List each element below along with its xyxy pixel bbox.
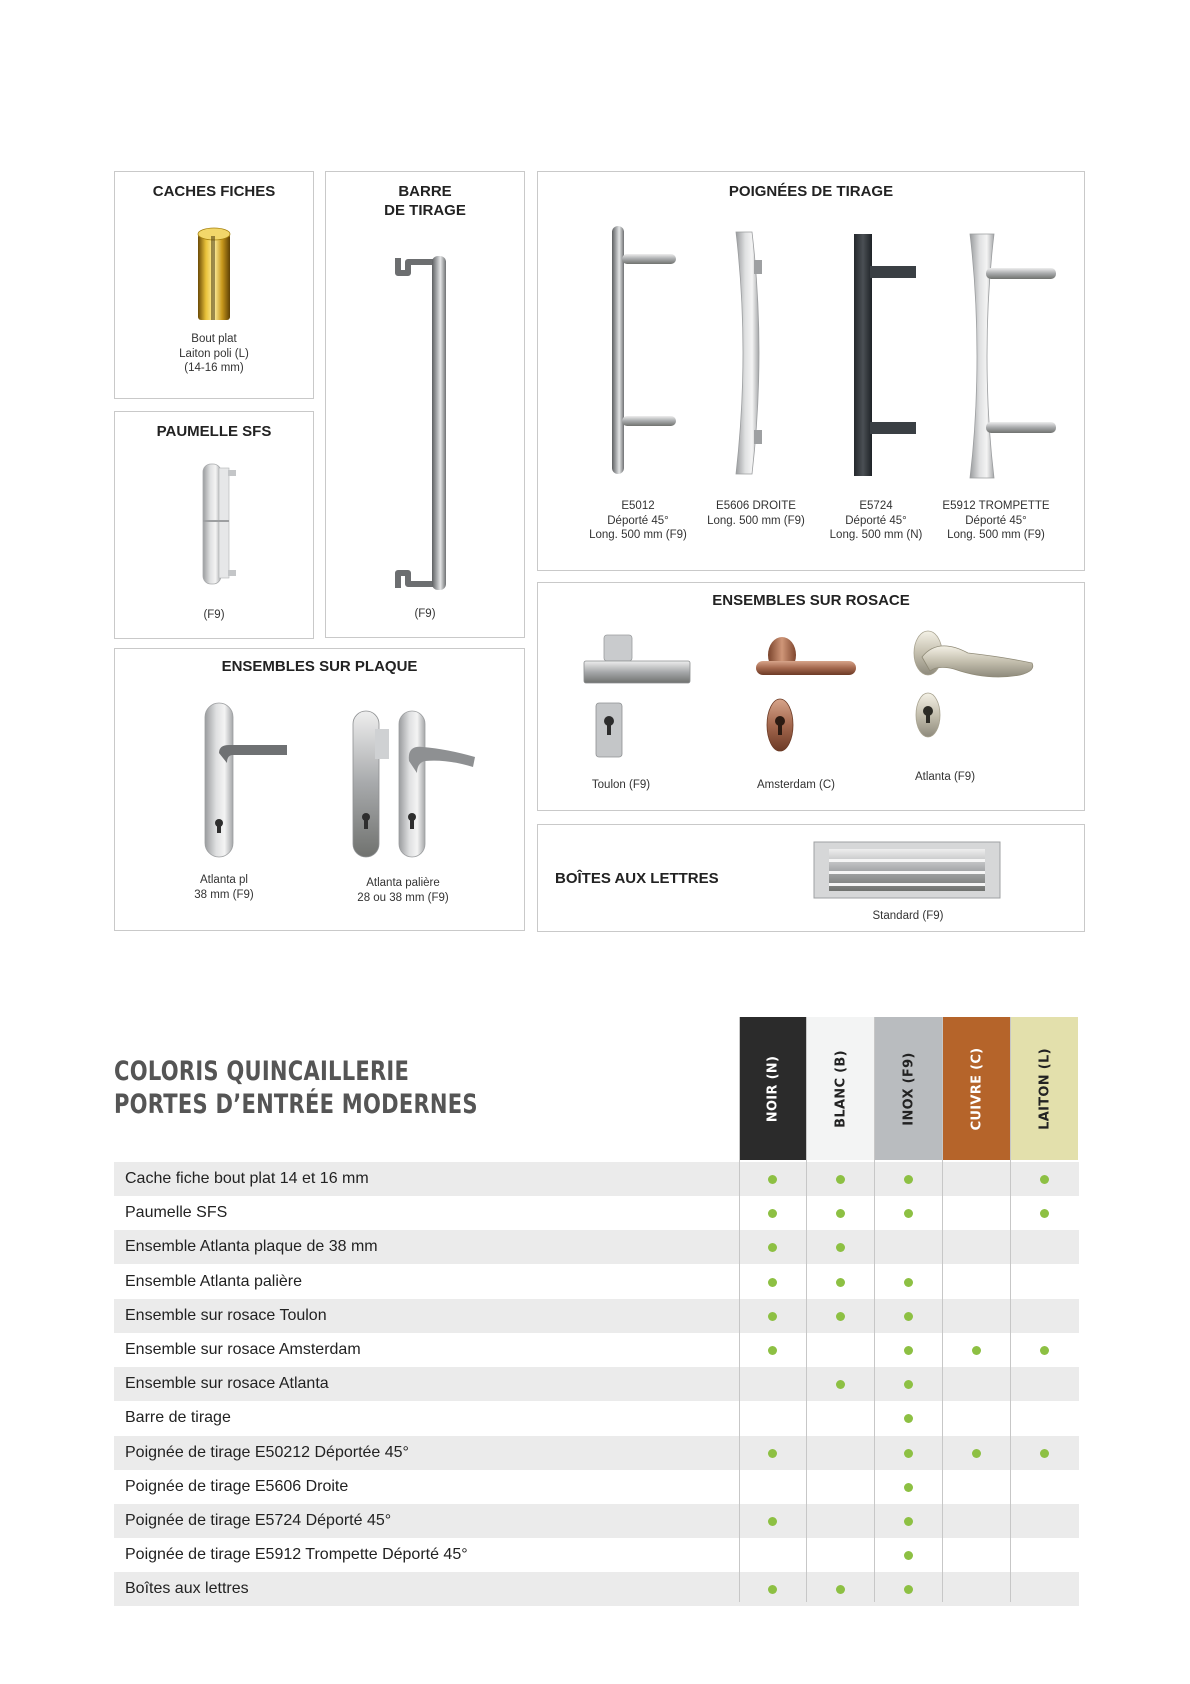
- table-cell: [807, 1504, 874, 1538]
- table-cell: [943, 1367, 1010, 1401]
- table-cell: [739, 1265, 806, 1299]
- plaque-atlanta-paliere-image: [351, 709, 481, 859]
- table-cell: [943, 1470, 1010, 1504]
- column-header-1: [739, 1017, 806, 1160]
- availability-dot-icon: [972, 1346, 981, 1355]
- table-cell: [943, 1333, 1010, 1367]
- table-cell: [875, 1401, 942, 1435]
- availability-dot-icon: [972, 1449, 981, 1458]
- column-divider: [874, 1017, 875, 1602]
- table-cell: [807, 1299, 874, 1333]
- plaque-title: ENSEMBLES SUR PLAQUE: [221, 658, 418, 675]
- table-row: [114, 1538, 1079, 1572]
- table-cell: [943, 1504, 1010, 1538]
- availability-dot-icon: [904, 1312, 913, 1321]
- column-header-label: LAITON (L): [1037, 1047, 1052, 1130]
- column-divider: [942, 1017, 943, 1602]
- table-cell: [807, 1333, 874, 1367]
- table-cell: [875, 1196, 942, 1230]
- table-cell: [739, 1162, 806, 1196]
- table-cell: [943, 1401, 1010, 1435]
- table-cell: [1011, 1504, 1078, 1538]
- column-header-label: INOX (F9): [901, 1051, 916, 1126]
- table-cell: [807, 1162, 874, 1196]
- poignee-e5606-image: [730, 230, 780, 478]
- table-cell: [807, 1572, 874, 1606]
- boites-title: BOÎTES AUX LETTRES: [555, 870, 719, 887]
- table-cell: [1011, 1265, 1078, 1299]
- table-row: [114, 1196, 1079, 1230]
- table-row: [114, 1162, 1079, 1196]
- row-label: Ensemble sur rosace Atlanta: [125, 1375, 329, 1393]
- table-cell: [943, 1162, 1010, 1196]
- table-cell: [875, 1333, 942, 1367]
- poignees-title: POIGNÉES DE TIRAGE: [728, 183, 894, 200]
- table-cell: [739, 1504, 806, 1538]
- column-divider: [1010, 1017, 1011, 1602]
- table-cell: [943, 1436, 1010, 1470]
- column-header-2: [807, 1017, 874, 1160]
- availability-dot-icon: [904, 1449, 913, 1458]
- poignee-e5912-caption: E5912 TROMPETTE Déporté 45° Long. 500 mm (F9): [942, 500, 1050, 541]
- table-cell: [1011, 1436, 1078, 1470]
- availability-dot-icon: [836, 1278, 845, 1287]
- column-header-4: [943, 1017, 1010, 1160]
- rosace-atlanta-image: [908, 627, 1038, 743]
- table-cell: [1011, 1196, 1078, 1230]
- availability-dot-icon: [836, 1175, 845, 1184]
- table-cell: [943, 1572, 1010, 1606]
- barre-tirage-caption: (F9): [414, 608, 436, 620]
- rosace-title: ENSEMBLES SUR ROSACE: [712, 592, 910, 609]
- table-cell: [807, 1367, 874, 1401]
- row-label: Ensemble sur rosace Amsterdam: [125, 1341, 361, 1358]
- table-cell: [739, 1299, 806, 1333]
- table-cell: [807, 1196, 874, 1230]
- availability-dot-icon: [836, 1312, 845, 1321]
- table-cell: [1011, 1299, 1078, 1333]
- availability-dot-icon: [1040, 1449, 1049, 1458]
- poignee-e5724-image: [850, 232, 920, 478]
- table-cell: [943, 1299, 1010, 1333]
- table-cell: [807, 1538, 874, 1572]
- poignee-e5012-caption: E5012 Déporté 45° Long. 500 mm (F9): [589, 500, 687, 541]
- availability-dot-icon: [904, 1380, 913, 1389]
- table-cell: [875, 1162, 942, 1196]
- column-divider: [806, 1017, 807, 1602]
- availability-dot-icon: [768, 1278, 777, 1287]
- table-row: [114, 1230, 1079, 1264]
- table-cell: [1011, 1367, 1078, 1401]
- availability-dot-icon: [836, 1243, 845, 1252]
- paumelle-title: PAUMELLE SFS: [156, 423, 272, 440]
- availability-dot-icon: [768, 1209, 777, 1218]
- table-row: [114, 1299, 1079, 1333]
- availability-dot-icon: [768, 1585, 777, 1594]
- row-label: Ensemble Atlanta plaque de 38 mm: [125, 1238, 378, 1256]
- barre-tirage-title: BARRE DE TIRAGE: [384, 183, 466, 219]
- availability-dot-icon: [904, 1209, 913, 1218]
- table-cell: [875, 1538, 942, 1572]
- poignee-e5912-image: [968, 232, 1058, 480]
- table-cell: [807, 1436, 874, 1470]
- table-cell: [943, 1196, 1010, 1230]
- table-row: [114, 1470, 1079, 1504]
- rosace-atlanta-caption: Atlanta (F9): [914, 771, 976, 783]
- table-cell: [875, 1504, 942, 1538]
- table-cell: [739, 1470, 806, 1504]
- barre-tirage-panel: [325, 171, 525, 638]
- row-label: Cache fiche bout plat 14 et 16 mm: [125, 1170, 369, 1187]
- availability-dot-icon: [768, 1449, 777, 1458]
- table-cell: [875, 1436, 942, 1470]
- table-cell: [1011, 1401, 1078, 1435]
- column-header-3: [875, 1017, 942, 1160]
- table-cell: [943, 1538, 1010, 1572]
- table-cell: [1011, 1162, 1078, 1196]
- table-cell: [875, 1265, 942, 1299]
- poignee-e5606-caption: E5606 DROITE Long. 500 mm (F9): [707, 500, 805, 527]
- plaque-panel: [114, 648, 525, 931]
- table-row: [114, 1265, 1079, 1299]
- table-row: [114, 1333, 1079, 1367]
- availability-dot-icon: [904, 1585, 913, 1594]
- plaque-atlanta-pl-image: [203, 701, 293, 861]
- rosace-amsterdam-image: [750, 635, 860, 763]
- table-row: [114, 1436, 1079, 1470]
- table-cell: [875, 1572, 942, 1606]
- table-cell: [1011, 1333, 1078, 1367]
- table-cell: [807, 1265, 874, 1299]
- table-cell: [739, 1401, 806, 1435]
- caches-fiches-caption: Bout plat Laiton poli (L) (14-16 mm): [179, 333, 249, 374]
- availability-dot-icon: [768, 1175, 777, 1184]
- table-cell: [739, 1436, 806, 1470]
- availability-dot-icon: [904, 1551, 913, 1560]
- table-row: [114, 1572, 1079, 1606]
- table-cell: [1011, 1538, 1078, 1572]
- table-cell: [875, 1367, 942, 1401]
- poignee-e5012-image: [608, 224, 678, 476]
- availability-dot-icon: [904, 1483, 913, 1492]
- boites-panel: [537, 824, 1085, 932]
- row-label: Poignée de tirage E5912 Trompette Déporté 45°: [125, 1546, 468, 1564]
- column-header-5: [1011, 1017, 1078, 1160]
- availability-dot-icon: [904, 1517, 913, 1526]
- row-label: Poignée de tirage E50212 Déportée 45°: [125, 1443, 409, 1461]
- availability-dot-icon: [768, 1243, 777, 1252]
- table-cell: [1011, 1230, 1078, 1264]
- table-cell: [875, 1230, 942, 1264]
- table-cell: [739, 1367, 806, 1401]
- row-label: Poignée de tirage E5606 Droite: [125, 1477, 349, 1495]
- cache-fiche-image: [191, 224, 237, 324]
- table-cell: [739, 1196, 806, 1230]
- availability-dot-icon: [904, 1414, 913, 1423]
- rosace-amsterdam-caption: Amsterdam (C): [757, 779, 835, 791]
- table-cell: [875, 1470, 942, 1504]
- table-cell: [739, 1538, 806, 1572]
- availability-dot-icon: [768, 1346, 777, 1355]
- table-cell: [1011, 1572, 1078, 1606]
- column-header-label: CUIVRE (C): [969, 1047, 984, 1130]
- row-label: Paumelle SFS: [125, 1204, 228, 1222]
- poignee-e5724-caption: E5724 Déporté 45° Long. 500 mm (N): [829, 500, 923, 541]
- column-header-label: BLANC (B): [833, 1049, 848, 1128]
- row-label: Poignée de tirage E5724 Déporté 45°: [125, 1512, 392, 1529]
- row-label: Ensemble Atlanta palière: [125, 1272, 302, 1290]
- paumelle-caption: (F9): [203, 609, 225, 621]
- table-cell: [1011, 1470, 1078, 1504]
- table-cell: [943, 1265, 1010, 1299]
- table-cell: [739, 1572, 806, 1606]
- row-label: Boîtes aux lettres: [125, 1580, 249, 1598]
- table-cell: [807, 1230, 874, 1264]
- table-cell: [943, 1230, 1010, 1264]
- availability-dot-icon: [836, 1585, 845, 1594]
- column-divider: [739, 1017, 740, 1602]
- plaque-atlanta-pl-caption: Atlanta pl 38 mm (F9): [194, 874, 254, 901]
- column-header-label: NOIR (N): [765, 1055, 780, 1122]
- coloris-title: COLORIS QUINCAILLERIE PORTES D’ENTRÉE MODERNES: [114, 1056, 478, 1120]
- table-cell: [807, 1470, 874, 1504]
- boites-caption: Standard (F9): [872, 910, 944, 922]
- table-cell: [739, 1333, 806, 1367]
- table-cell: [807, 1401, 874, 1435]
- availability-dot-icon: [904, 1346, 913, 1355]
- boite-lettres-image: [813, 841, 1001, 899]
- table-row: [114, 1401, 1079, 1435]
- row-label: Barre de tirage: [125, 1409, 231, 1427]
- table-row: [114, 1367, 1079, 1401]
- plaque-atlanta-paliere-caption: Atlanta palière 28 ou 38 mm (F9): [357, 877, 449, 904]
- paumelle-image: [195, 460, 241, 588]
- rosace-panel: [537, 582, 1085, 811]
- availability-dot-icon: [904, 1278, 913, 1287]
- caches-fiches-panel: [114, 171, 314, 399]
- poignees-panel: [537, 171, 1085, 571]
- availability-dot-icon: [768, 1517, 777, 1526]
- table-cell: [875, 1299, 942, 1333]
- rosace-toulon-image: [582, 633, 692, 761]
- availability-dot-icon: [836, 1380, 845, 1389]
- rosace-toulon-caption: Toulon (F9): [591, 779, 651, 791]
- availability-dot-icon: [836, 1209, 845, 1218]
- availability-dot-icon: [904, 1175, 913, 1184]
- caches-fiches-title: CACHES FICHES: [152, 183, 276, 200]
- availability-dot-icon: [1040, 1209, 1049, 1218]
- availability-dot-icon: [1040, 1346, 1049, 1355]
- paumelle-panel: [114, 411, 314, 639]
- row-label: Ensemble sur rosace Toulon: [125, 1306, 327, 1324]
- availability-dot-icon: [1040, 1175, 1049, 1184]
- barre-tirage-image: [386, 248, 466, 598]
- availability-dot-icon: [768, 1312, 777, 1321]
- table-cell: [739, 1230, 806, 1264]
- table-row: [114, 1504, 1079, 1538]
